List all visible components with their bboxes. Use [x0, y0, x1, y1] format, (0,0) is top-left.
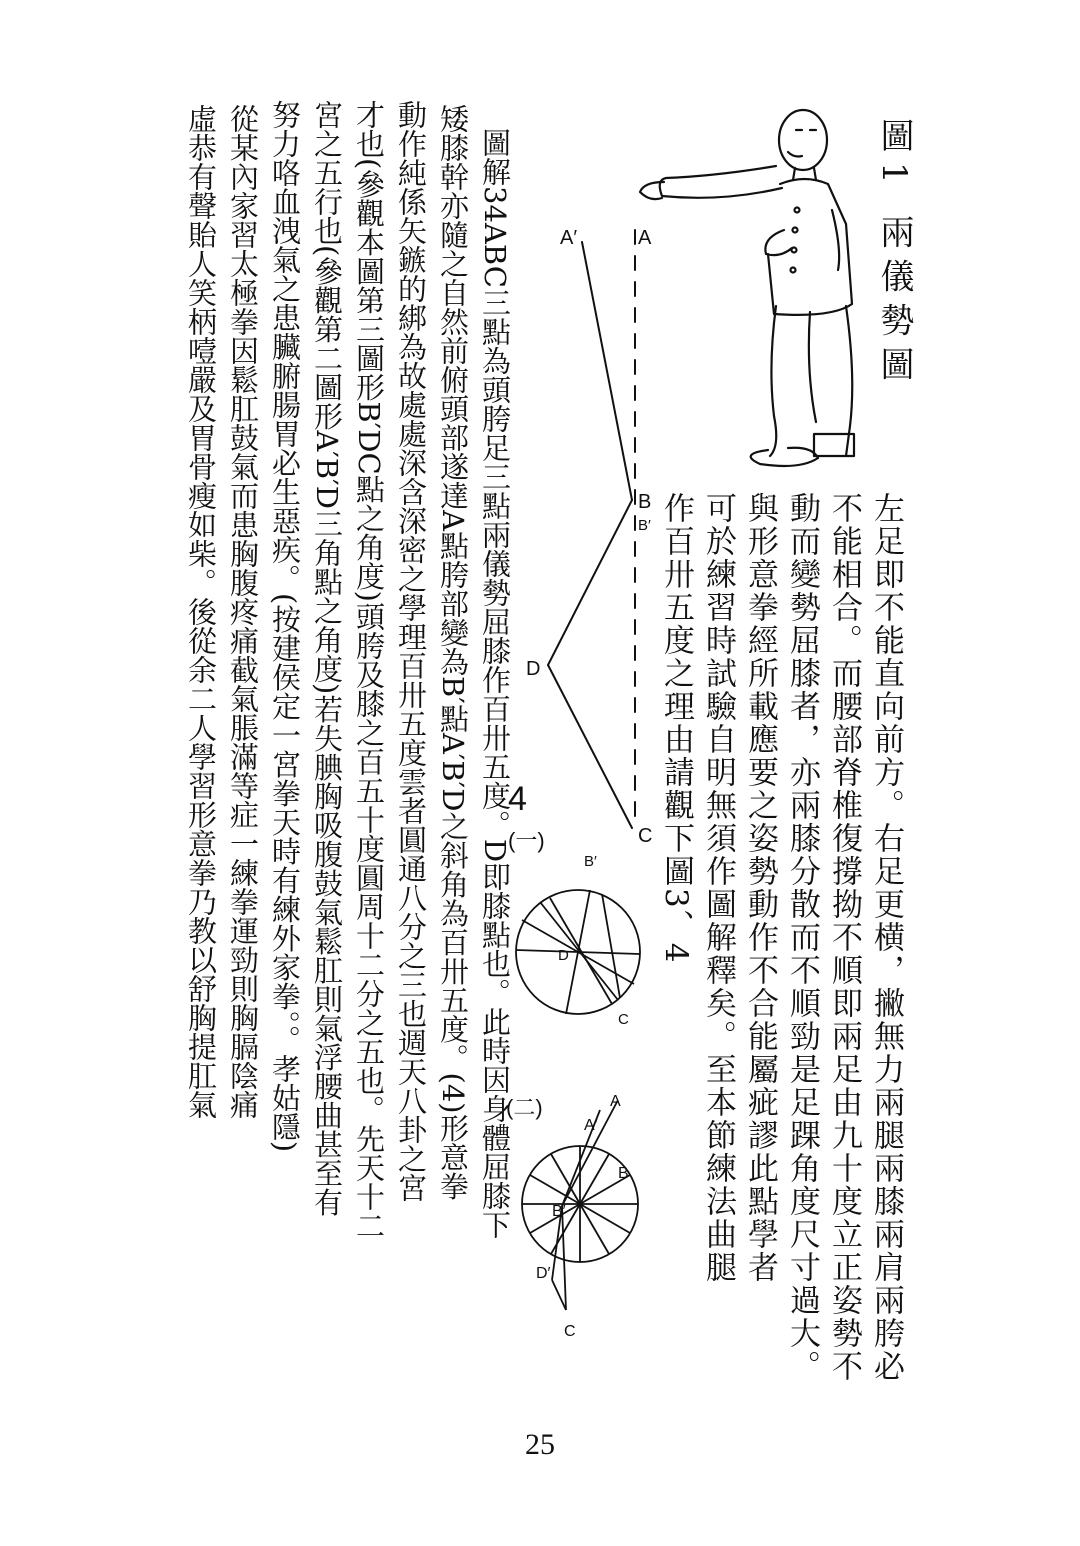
left-column-4: 才也(參觀本圖第三圖形B′DC點之角度)頭胯及膝之百五十度圓周十二分之五也。先天十二 — [352, 100, 386, 1240]
right-column-2: 不能相合。而腰部脊椎復撐拗不順即兩足由九十度立正姿勢不 — [826, 492, 862, 1383]
line-a-prime-b — [582, 242, 632, 500]
left-column-8: 虛恭有聲貽人笑柄噎嚴及胃骨瘦如柴。後從余二人學習形意拳乃教以舒胸提肛氣 — [184, 104, 218, 1119]
label-a: A — [638, 227, 652, 249]
circle-diagrams — [500, 770, 653, 1360]
right-column-3: 動而變勢屈膝者，亦兩膝分散而不順勁是足踝角度尺寸過大。 — [784, 492, 820, 1383]
label-b-prime: B′ — [638, 517, 651, 534]
circle1-label: (一) — [508, 828, 545, 853]
left-column-1: 圖解34ABC三點為頭胯足三點兩儀勢屈膝作百卅五度。D即膝點也。此時因身體屈膝下 — [478, 128, 512, 1240]
circle2-label-a: A — [610, 1093, 621, 1110]
figure4-number: 4 — [508, 780, 527, 818]
circle2-label-c: C — [564, 1323, 576, 1340]
right-column-1: 左足即不能直向前方。右足更横，撇無力兩腿兩膝兩肩兩胯必 — [868, 492, 904, 1383]
label-a-prime: A′ — [560, 227, 578, 249]
right-column-5: 可於練習時試驗自明無須作圖解釋矣。至本節練法曲腿 — [700, 492, 736, 1284]
figure1-title: 圖1 兩儀勢圖 — [874, 118, 914, 391]
circle2-label-a-prime: A′ — [584, 1117, 598, 1134]
circle2-label-b-prime: B′ — [552, 1203, 566, 1220]
line-d-b — [548, 500, 632, 665]
circle1-label-b-prime: B′ — [584, 853, 597, 870]
left-column-5: 宮之五行也(參觀第二圖形A′B′D三角點之角度)若失腆胸吸腹鼓氣鬆肛則氣浮腰曲甚至有 — [310, 100, 344, 1217]
right-column-4: 與形意拳經所載應要之姿勢動作不合能屬疵謬此點學者 — [742, 492, 778, 1284]
circle1-label-d: D — [558, 947, 569, 964]
page-number: 25 — [525, 1428, 555, 1461]
right-column-6: 作百卅五度之理由請觀下圖3、4 — [658, 492, 694, 965]
main-diagram — [520, 210, 670, 850]
circle2-label-d-prime: D′ — [536, 1265, 551, 1282]
left-column-7: 從某內家習太極拳因鬆肛鼓氣而患胸腹疼痛截氣脹滿等症一練拳運勁則胸膈陰痛 — [226, 104, 260, 1119]
circle2-label-b: B — [618, 1165, 629, 1182]
label-c: C — [638, 825, 653, 847]
label-b: B — [638, 491, 652, 513]
circle1-label-c: C — [618, 1011, 629, 1028]
left-column-6: 努力咯血洩氣之患臟腑腸胃必生惡疾。(按建侯定一宮拳天時有練外家拳。。孝姑隱) — [268, 100, 302, 1153]
circle2-label: (二) — [506, 1095, 543, 1120]
left-column-3: 動作純係矢鏃的綁為故處處深含深密之學理百卅五度雲者圓通八分之三也週天八卦之宮 — [394, 100, 428, 1202]
label-d: D — [526, 658, 541, 680]
left-column-2: 矮膝幹亦隨之自然前俯頭部遂達A點胯部變為B′點A′B′D之斜角為百卅五度。(4)形意拳 — [436, 104, 470, 1201]
